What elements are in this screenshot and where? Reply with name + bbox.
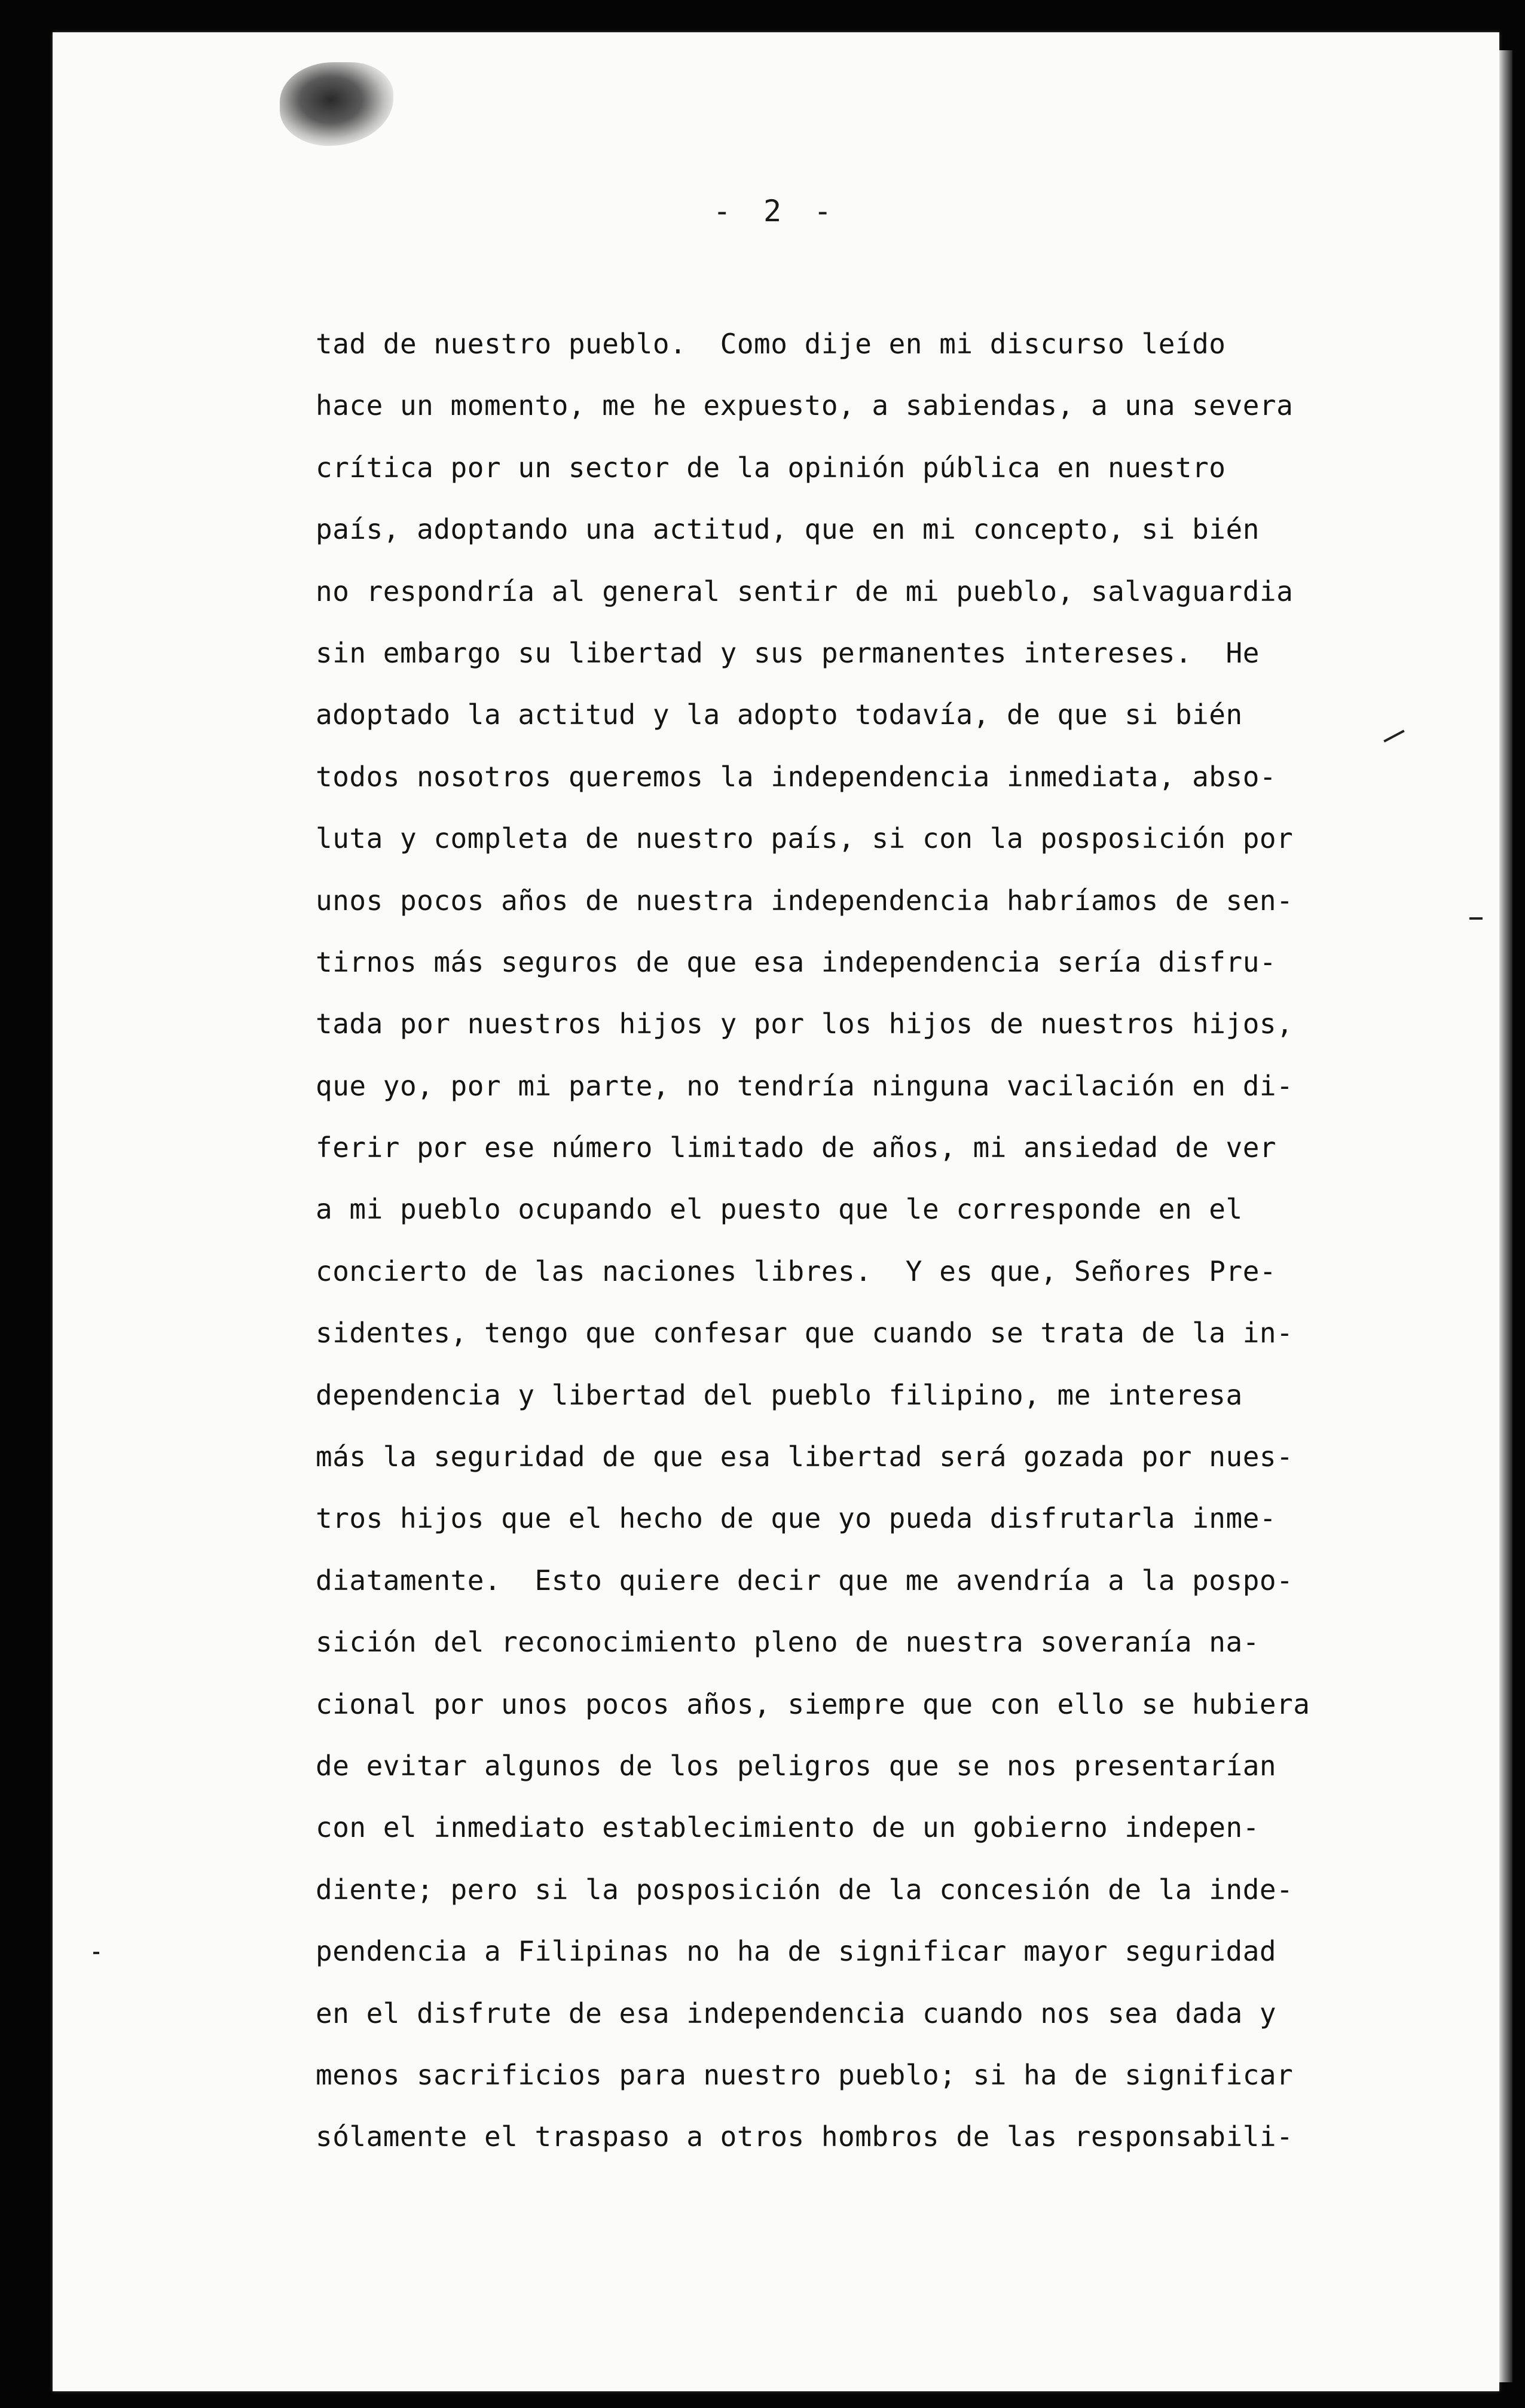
text-line: unos pocos años de nuestra independencia habríamos de sen- (316, 884, 1294, 917)
margin-dash-mark (1469, 917, 1483, 920)
text-line: a mi pueblo ocupando el puesto que le corresponde en el (316, 1193, 1243, 1226)
text-line: que yo, por mi parte, no tendría ninguna vacilación en di- (316, 1069, 1294, 1102)
text-line: país, adoptando una actitud, que en mi concepto, si bién (316, 513, 1260, 546)
text-line: cional por unos pocos años, siempre que con ello se hubiera (316, 1687, 1310, 1720)
text-line: sidentes, tengo que confesar que cuando se trata de la in- (316, 1317, 1294, 1350)
page-edge-shadow (1499, 50, 1512, 2382)
text-line: pendencia a Filipinas no ha de significar mayor seguridad (316, 1935, 1277, 1968)
text-line: adoptado la actitud y la adopto todavía, de que si bién (316, 698, 1243, 731)
text-line: sin embargo su libertad y sus permanentes intereses. He (316, 636, 1260, 669)
text-line: menos sacrificios para nuestro pueblo; si ha de significar (316, 2058, 1294, 2091)
text-line: no respondría al general sentir de mi pueblo, salvaguardia (316, 575, 1294, 608)
text-line: diatamente. Esto quiere decir que me avendría a la pospo- (316, 1564, 1294, 1597)
text-line: sólamente el traspaso a otros hombros de las responsabili- (316, 2120, 1294, 2153)
text-line: tros hijos que el hecho de que yo pueda disfrutarla inme- (316, 1502, 1277, 1535)
text-line: dependencia y libertad del pueblo filipino, me interesa (316, 1378, 1243, 1411)
page-number: - 2 - (713, 194, 839, 228)
text-line: sición del reconocimiento pleno de nuestra soveranía na- (316, 1626, 1260, 1659)
text-line: diente; pero si la posposición de la concesión de la inde- (316, 1873, 1294, 1906)
document-page (53, 32, 1499, 2391)
text-line: más la seguridad de que esa libertad será gozada por nues- (316, 1440, 1294, 1473)
text-line: hace un momento, me he expuesto, a sabiendas, a una severa (316, 389, 1294, 422)
ink-smudge (280, 62, 393, 146)
text-line: tirnos más seguros de que esa independencia sería disfru- (316, 945, 1277, 978)
margin-dot-mark (93, 1952, 99, 1954)
text-line: con el inmediato establecimiento de un gobierno indepen- (316, 1811, 1260, 1844)
text-line: tada por nuestros hijos y por los hijos de nuestros hijos, (316, 1008, 1294, 1040)
text-line: todos nosotros queremos la independencia inmediata, abso- (316, 760, 1277, 793)
text-line: crítica por un sector de la opinión pública en nuestro (316, 451, 1226, 484)
text-line: de evitar algunos de los peligros que se nos presentarían (316, 1749, 1277, 1782)
text-line: tad de nuestro pueblo. Como dije en mi discurso leído (316, 328, 1226, 360)
body-text (316, 313, 1451, 2168)
text-line: en el disfrute de esa independencia cuando nos sea dada y (316, 1997, 1277, 2029)
text-line: luta y completa de nuestro país, si con la posposición por (316, 822, 1294, 855)
text-line: ferir por ese número limitado de años, mi ansiedad de ver (316, 1131, 1277, 1164)
text-line: concierto de las naciones libres. Y es que, Señores Pre- (316, 1255, 1277, 1287)
